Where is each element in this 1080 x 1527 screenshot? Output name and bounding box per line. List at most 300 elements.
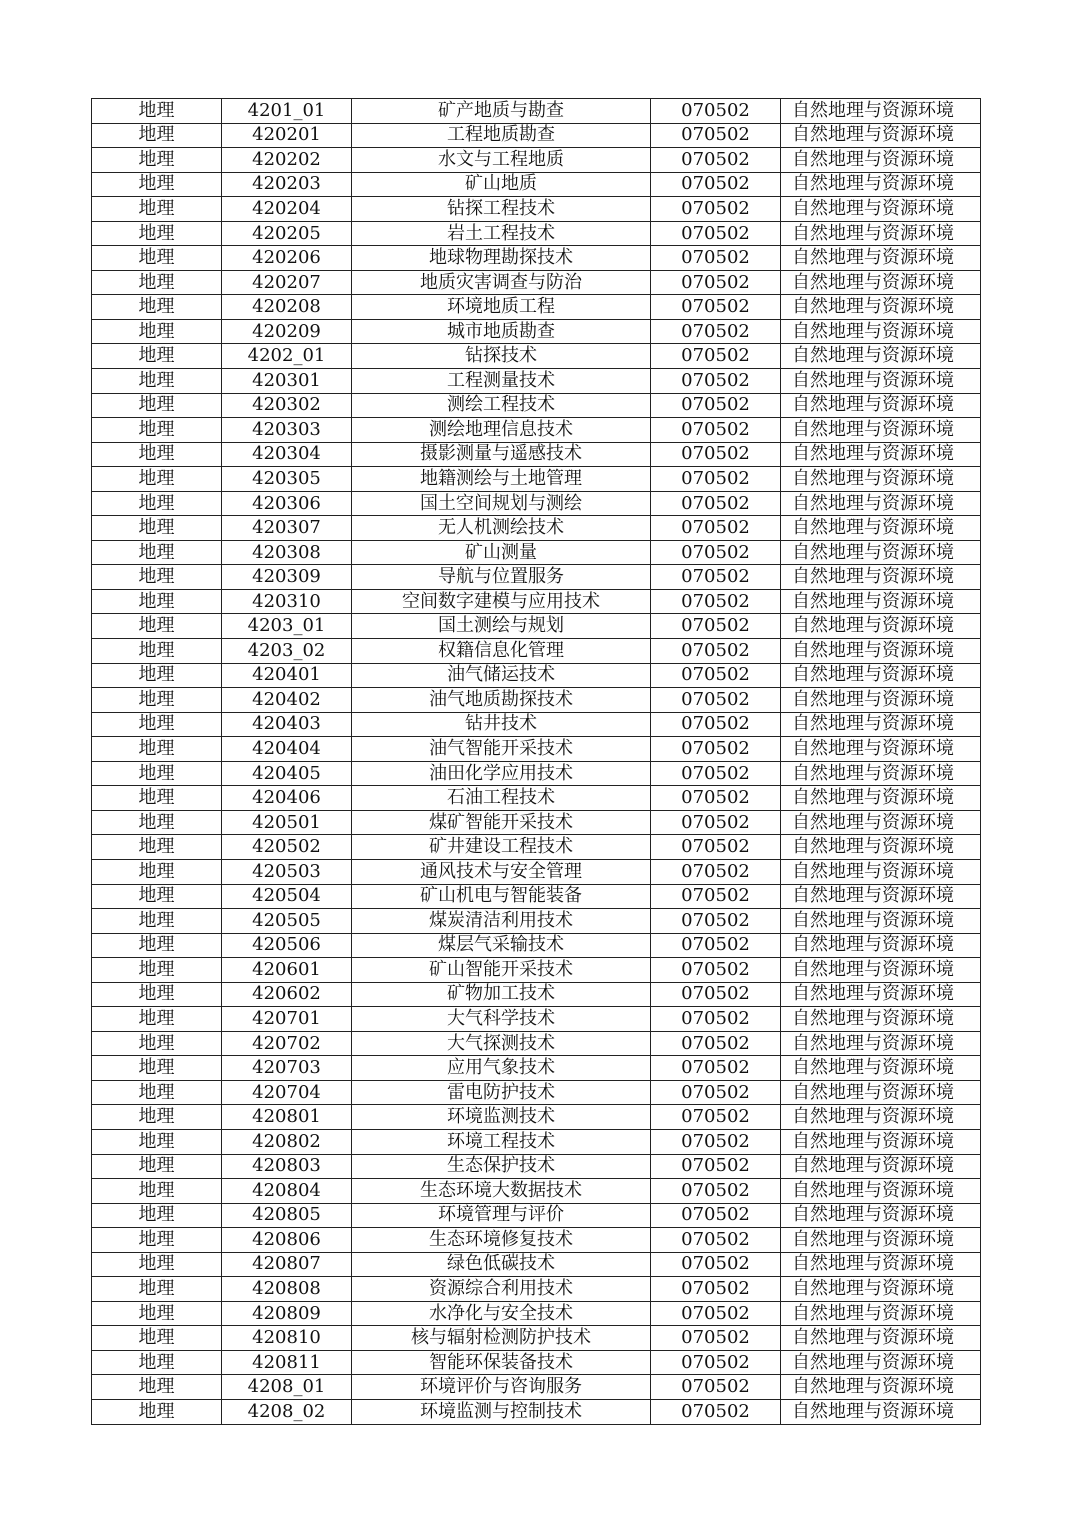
- subject-cell: 地理: [92, 1154, 222, 1179]
- discipline-name-cell: 自然地理与资源环境: [781, 982, 981, 1007]
- major-code-cell: 420702: [222, 1031, 352, 1056]
- major-code-cell: 420808: [222, 1277, 352, 1302]
- table-row: [92, 982, 981, 1007]
- major-name-cell: 矿井建设工程技术: [352, 835, 651, 860]
- table-row: [92, 123, 981, 148]
- major-name-cell: 煤层气采输技术: [352, 933, 651, 958]
- major-code-cell: 420503: [222, 859, 352, 884]
- major-mapping-table: [91, 98, 981, 1425]
- discipline-code-cell: 070502: [651, 516, 781, 541]
- table-row: [92, 1350, 981, 1375]
- discipline-code-cell: 070502: [651, 1129, 781, 1154]
- major-code-cell: 4201_01: [222, 99, 352, 124]
- discipline-code-cell: 070502: [651, 148, 781, 173]
- major-code-cell: 420809: [222, 1301, 352, 1326]
- subject-cell: 地理: [92, 344, 222, 369]
- discipline-code-cell: 070502: [651, 1228, 781, 1253]
- major-name-cell: 大气探测技术: [352, 1031, 651, 1056]
- subject-cell: 地理: [92, 639, 222, 664]
- table-row: [92, 614, 981, 639]
- discipline-code-cell: 070502: [651, 393, 781, 418]
- major-name-cell: 地质灾害调查与防治: [352, 270, 651, 295]
- discipline-name-cell: 自然地理与资源环境: [781, 270, 981, 295]
- table-row: [92, 1056, 981, 1081]
- major-name-cell: 钻探技术: [352, 344, 651, 369]
- discipline-name-cell: 自然地理与资源环境: [781, 491, 981, 516]
- table-row: [92, 1399, 981, 1424]
- major-name-cell: 环境评价与咨询服务: [352, 1375, 651, 1400]
- discipline-name-cell: 自然地理与资源环境: [781, 1252, 981, 1277]
- major-code-cell: 420308: [222, 540, 352, 565]
- discipline-name-cell: 自然地理与资源环境: [781, 1179, 981, 1204]
- table-row: [92, 516, 981, 541]
- subject-cell: 地理: [92, 1031, 222, 1056]
- table-row: [92, 467, 981, 492]
- major-code-cell: 420302: [222, 393, 352, 418]
- subject-cell: 地理: [92, 810, 222, 835]
- discipline-name-cell: 自然地理与资源环境: [781, 1105, 981, 1130]
- table-row: [92, 663, 981, 688]
- discipline-name-cell: 自然地理与资源环境: [781, 909, 981, 934]
- table-row: [92, 344, 981, 369]
- table-row: [92, 810, 981, 835]
- major-code-cell: 420306: [222, 491, 352, 516]
- subject-cell: 地理: [92, 688, 222, 713]
- discipline-name-cell: 自然地理与资源环境: [781, 197, 981, 222]
- discipline-code-cell: 070502: [651, 172, 781, 197]
- major-name-cell: 矿物加工技术: [352, 982, 651, 1007]
- major-name-cell: 国土空间规划与测绘: [352, 491, 651, 516]
- discipline-code-cell: 070502: [651, 1375, 781, 1400]
- table-row: [92, 835, 981, 860]
- major-name-cell: 环境管理与评价: [352, 1203, 651, 1228]
- subject-cell: 地理: [92, 369, 222, 394]
- discipline-name-cell: 自然地理与资源环境: [781, 172, 981, 197]
- table-row: [92, 688, 981, 713]
- table-row: [92, 1252, 981, 1277]
- major-name-cell: 矿山机电与智能装备: [352, 884, 651, 909]
- major-code-cell: 4202_01: [222, 344, 352, 369]
- major-name-cell: 工程测量技术: [352, 369, 651, 394]
- discipline-code-cell: 070502: [651, 491, 781, 516]
- discipline-code-cell: 070502: [651, 540, 781, 565]
- subject-cell: 地理: [92, 270, 222, 295]
- major-code-cell: 4203_01: [222, 614, 352, 639]
- subject-cell: 地理: [92, 467, 222, 492]
- discipline-code-cell: 070502: [651, 688, 781, 713]
- discipline-name-cell: 自然地理与资源环境: [781, 418, 981, 443]
- major-name-cell: 核与辐射检测防护技术: [352, 1326, 651, 1351]
- discipline-name-cell: 自然地理与资源环境: [781, 99, 981, 124]
- discipline-name-cell: 自然地理与资源环境: [781, 712, 981, 737]
- table-row: [92, 958, 981, 983]
- discipline-name-cell: 自然地理与资源环境: [781, 688, 981, 713]
- major-name-cell: 生态环境修复技术: [352, 1228, 651, 1253]
- discipline-name-cell: 自然地理与资源环境: [781, 737, 981, 762]
- major-name-cell: 水文与工程地质: [352, 148, 651, 173]
- major-name-cell: 城市地质勘查: [352, 319, 651, 344]
- discipline-code-cell: 070502: [651, 639, 781, 664]
- major-code-cell: 420506: [222, 933, 352, 958]
- subject-cell: 地理: [92, 99, 222, 124]
- discipline-code-cell: 070502: [651, 1080, 781, 1105]
- subject-cell: 地理: [92, 1375, 222, 1400]
- discipline-code-cell: 070502: [651, 663, 781, 688]
- subject-cell: 地理: [92, 123, 222, 148]
- major-code-cell: 420404: [222, 737, 352, 762]
- subject-cell: 地理: [92, 663, 222, 688]
- major-name-cell: 雷电防护技术: [352, 1080, 651, 1105]
- table-row: [92, 565, 981, 590]
- major-name-cell: 工程地质勘查: [352, 123, 651, 148]
- discipline-name-cell: 自然地理与资源环境: [781, 1007, 981, 1032]
- subject-cell: 地理: [92, 1105, 222, 1130]
- subject-cell: 地理: [92, 1080, 222, 1105]
- discipline-code-cell: 070502: [651, 884, 781, 909]
- major-code-cell: 420807: [222, 1252, 352, 1277]
- discipline-name-cell: 自然地理与资源环境: [781, 786, 981, 811]
- discipline-code-cell: 070502: [651, 221, 781, 246]
- subject-cell: 地理: [92, 1203, 222, 1228]
- major-code-cell: 420307: [222, 516, 352, 541]
- discipline-code-cell: 070502: [651, 859, 781, 884]
- discipline-name-cell: 自然地理与资源环境: [781, 614, 981, 639]
- discipline-name-cell: 自然地理与资源环境: [781, 958, 981, 983]
- major-name-cell: 油田化学应用技术: [352, 761, 651, 786]
- table-row: [92, 859, 981, 884]
- table-row: [92, 246, 981, 271]
- discipline-name-cell: 自然地理与资源环境: [781, 221, 981, 246]
- major-code-cell: 420204: [222, 197, 352, 222]
- subject-cell: 地理: [92, 1326, 222, 1351]
- major-name-cell: 环境地质工程: [352, 295, 651, 320]
- discipline-name-cell: 自然地理与资源环境: [781, 344, 981, 369]
- discipline-name-cell: 自然地理与资源环境: [781, 835, 981, 860]
- discipline-code-cell: 070502: [651, 958, 781, 983]
- discipline-code-cell: 070502: [651, 737, 781, 762]
- table-row: [92, 418, 981, 443]
- major-name-cell: 生态保护技术: [352, 1154, 651, 1179]
- table-row: [92, 1179, 981, 1204]
- table-row: [92, 737, 981, 762]
- discipline-code-cell: 070502: [651, 418, 781, 443]
- discipline-code-cell: 070502: [651, 933, 781, 958]
- discipline-code-cell: 070502: [651, 1252, 781, 1277]
- major-code-cell: 420406: [222, 786, 352, 811]
- major-name-cell: 岩土工程技术: [352, 221, 651, 246]
- discipline-name-cell: 自然地理与资源环境: [781, 933, 981, 958]
- discipline-code-cell: 070502: [651, 1350, 781, 1375]
- subject-cell: 地理: [92, 737, 222, 762]
- discipline-code-cell: 070502: [651, 1056, 781, 1081]
- table-row: [92, 319, 981, 344]
- subject-cell: 地理: [92, 982, 222, 1007]
- major-name-cell: 矿山智能开采技术: [352, 958, 651, 983]
- discipline-name-cell: 自然地理与资源环境: [781, 663, 981, 688]
- major-code-cell: 420304: [222, 442, 352, 467]
- subject-cell: 地理: [92, 148, 222, 173]
- table-body: [92, 99, 981, 1425]
- major-code-cell: 420806: [222, 1228, 352, 1253]
- discipline-name-cell: 自然地理与资源环境: [781, 1350, 981, 1375]
- discipline-name-cell: 自然地理与资源环境: [781, 467, 981, 492]
- subject-cell: 地理: [92, 614, 222, 639]
- table-row: [92, 1031, 981, 1056]
- discipline-code-cell: 070502: [651, 565, 781, 590]
- major-name-cell: 矿产地质与勘查: [352, 99, 651, 124]
- major-name-cell: 导航与位置服务: [352, 565, 651, 590]
- discipline-name-cell: 自然地理与资源环境: [781, 148, 981, 173]
- table-row: [92, 1154, 981, 1179]
- discipline-code-cell: 070502: [651, 909, 781, 934]
- table-row: [92, 639, 981, 664]
- discipline-code-cell: 070502: [651, 1007, 781, 1032]
- major-name-cell: 煤炭清洁利用技术: [352, 909, 651, 934]
- major-code-cell: 420502: [222, 835, 352, 860]
- table-row: [92, 295, 981, 320]
- major-code-cell: 420209: [222, 319, 352, 344]
- major-code-cell: 4208_02: [222, 1399, 352, 1424]
- major-code-cell: 420402: [222, 688, 352, 713]
- table-row: [92, 1228, 981, 1253]
- subject-cell: 地理: [92, 1007, 222, 1032]
- table-row: [92, 172, 981, 197]
- discipline-name-cell: 自然地理与资源环境: [781, 589, 981, 614]
- major-name-cell: 通风技术与安全管理: [352, 859, 651, 884]
- discipline-code-cell: 070502: [651, 99, 781, 124]
- subject-cell: 地理: [92, 221, 222, 246]
- major-name-cell: 地球物理勘探技术: [352, 246, 651, 271]
- subject-cell: 地理: [92, 516, 222, 541]
- table-row: [92, 786, 981, 811]
- discipline-name-cell: 自然地理与资源环境: [781, 1056, 981, 1081]
- table-row: [92, 1277, 981, 1302]
- major-name-cell: 大气科学技术: [352, 1007, 651, 1032]
- table-row: [92, 442, 981, 467]
- discipline-code-cell: 070502: [651, 1154, 781, 1179]
- discipline-code-cell: 070502: [651, 344, 781, 369]
- discipline-name-cell: 自然地理与资源环境: [781, 1129, 981, 1154]
- major-code-cell: 420208: [222, 295, 352, 320]
- major-code-cell: 420801: [222, 1105, 352, 1130]
- major-code-cell: 420504: [222, 884, 352, 909]
- major-name-cell: 摄影测量与遥感技术: [352, 442, 651, 467]
- major-code-cell: 420803: [222, 1154, 352, 1179]
- discipline-code-cell: 070502: [651, 319, 781, 344]
- table-row: [92, 1007, 981, 1032]
- subject-cell: 地理: [92, 418, 222, 443]
- major-name-cell: 油气地质勘探技术: [352, 688, 651, 713]
- discipline-code-cell: 070502: [651, 467, 781, 492]
- major-code-cell: 4203_02: [222, 639, 352, 664]
- table-row: [92, 909, 981, 934]
- major-code-cell: 420405: [222, 761, 352, 786]
- major-code-cell: 420203: [222, 172, 352, 197]
- major-code-cell: 420309: [222, 565, 352, 590]
- major-name-cell: 油气储运技术: [352, 663, 651, 688]
- discipline-name-cell: 自然地理与资源环境: [781, 1228, 981, 1253]
- major-code-cell: 420505: [222, 909, 352, 934]
- subject-cell: 地理: [92, 884, 222, 909]
- discipline-code-cell: 070502: [651, 712, 781, 737]
- subject-cell: 地理: [92, 786, 222, 811]
- discipline-name-cell: 自然地理与资源环境: [781, 810, 981, 835]
- table-row: [92, 933, 981, 958]
- subject-cell: 地理: [92, 1252, 222, 1277]
- table-row: [92, 393, 981, 418]
- major-code-cell: 420205: [222, 221, 352, 246]
- discipline-code-cell: 070502: [651, 786, 781, 811]
- table-row: [92, 221, 981, 246]
- major-name-cell: 资源综合利用技术: [352, 1277, 651, 1302]
- table-row: [92, 712, 981, 737]
- major-code-cell: 4208_01: [222, 1375, 352, 1400]
- major-code-cell: 420704: [222, 1080, 352, 1105]
- discipline-name-cell: 自然地理与资源环境: [781, 1154, 981, 1179]
- major-name-cell: 环境工程技术: [352, 1129, 651, 1154]
- table-row: [92, 148, 981, 173]
- subject-cell: 地理: [92, 393, 222, 418]
- discipline-code-cell: 070502: [651, 1105, 781, 1130]
- subject-cell: 地理: [92, 565, 222, 590]
- discipline-name-cell: 自然地理与资源环境: [781, 1326, 981, 1351]
- discipline-name-cell: 自然地理与资源环境: [781, 540, 981, 565]
- major-code-cell: 420805: [222, 1203, 352, 1228]
- subject-cell: 地理: [92, 958, 222, 983]
- major-name-cell: 环境监测与控制技术: [352, 1399, 651, 1424]
- subject-cell: 地理: [92, 1277, 222, 1302]
- discipline-name-cell: 自然地理与资源环境: [781, 1301, 981, 1326]
- major-name-cell: 智能环保装备技术: [352, 1350, 651, 1375]
- major-name-cell: 地籍测绘与土地管理: [352, 467, 651, 492]
- subject-cell: 地理: [92, 172, 222, 197]
- discipline-code-cell: 070502: [651, 1179, 781, 1204]
- major-name-cell: 油气智能开采技术: [352, 737, 651, 762]
- subject-cell: 地理: [92, 1399, 222, 1424]
- major-name-cell: 矿山地质: [352, 172, 651, 197]
- major-code-cell: 420206: [222, 246, 352, 271]
- subject-cell: 地理: [92, 197, 222, 222]
- table-row: [92, 1375, 981, 1400]
- major-code-cell: 420301: [222, 369, 352, 394]
- table-row: [92, 1129, 981, 1154]
- table-row: [92, 369, 981, 394]
- subject-cell: 地理: [92, 712, 222, 737]
- subject-cell: 地理: [92, 1056, 222, 1081]
- major-code-cell: 420601: [222, 958, 352, 983]
- major-code-cell: 420403: [222, 712, 352, 737]
- discipline-code-cell: 070502: [651, 369, 781, 394]
- discipline-name-cell: 自然地理与资源环境: [781, 1399, 981, 1424]
- table-row: [92, 99, 981, 124]
- discipline-code-cell: 070502: [651, 246, 781, 271]
- major-code-cell: 420703: [222, 1056, 352, 1081]
- subject-cell: 地理: [92, 1301, 222, 1326]
- discipline-code-cell: 070502: [651, 197, 781, 222]
- major-code-cell: 420810: [222, 1326, 352, 1351]
- discipline-name-cell: 自然地理与资源环境: [781, 761, 981, 786]
- major-code-cell: 420303: [222, 418, 352, 443]
- discipline-name-cell: 自然地理与资源环境: [781, 246, 981, 271]
- major-name-cell: 环境监测技术: [352, 1105, 651, 1130]
- discipline-name-cell: 自然地理与资源环境: [781, 1031, 981, 1056]
- table-row: [92, 491, 981, 516]
- discipline-code-cell: 070502: [651, 1301, 781, 1326]
- discipline-name-cell: 自然地理与资源环境: [781, 565, 981, 590]
- major-code-cell: 420811: [222, 1350, 352, 1375]
- table-row: [92, 1080, 981, 1105]
- discipline-name-cell: 自然地理与资源环境: [781, 319, 981, 344]
- discipline-code-cell: 070502: [651, 835, 781, 860]
- major-name-cell: 钻探工程技术: [352, 197, 651, 222]
- subject-cell: 地理: [92, 246, 222, 271]
- subject-cell: 地理: [92, 491, 222, 516]
- major-name-cell: 钻井技术: [352, 712, 651, 737]
- major-code-cell: 420310: [222, 589, 352, 614]
- discipline-code-cell: 070502: [651, 1277, 781, 1302]
- major-name-cell: 无人机测绘技术: [352, 516, 651, 541]
- major-code-cell: 420501: [222, 810, 352, 835]
- major-code-cell: 420802: [222, 1129, 352, 1154]
- major-code-cell: 420804: [222, 1179, 352, 1204]
- major-code-cell: 420602: [222, 982, 352, 1007]
- discipline-name-cell: 自然地理与资源环境: [781, 859, 981, 884]
- major-code-cell: 420201: [222, 123, 352, 148]
- subject-cell: 地理: [92, 295, 222, 320]
- table-row: [92, 589, 981, 614]
- major-code-cell: 420207: [222, 270, 352, 295]
- major-name-cell: 测绘工程技术: [352, 393, 651, 418]
- table-row: [92, 1105, 981, 1130]
- discipline-name-cell: 自然地理与资源环境: [781, 369, 981, 394]
- discipline-name-cell: 自然地理与资源环境: [781, 442, 981, 467]
- major-name-cell: 测绘地理信息技术: [352, 418, 651, 443]
- subject-cell: 地理: [92, 835, 222, 860]
- discipline-code-cell: 070502: [651, 614, 781, 639]
- discipline-code-cell: 070502: [651, 810, 781, 835]
- subject-cell: 地理: [92, 540, 222, 565]
- table-row: [92, 1326, 981, 1351]
- discipline-code-cell: 070502: [651, 1203, 781, 1228]
- subject-cell: 地理: [92, 1228, 222, 1253]
- major-name-cell: 权籍信息化管理: [352, 639, 651, 664]
- table-row: [92, 1301, 981, 1326]
- table-row: [92, 197, 981, 222]
- major-name-cell: 石油工程技术: [352, 786, 651, 811]
- subject-cell: 地理: [92, 1129, 222, 1154]
- discipline-code-cell: 070502: [651, 123, 781, 148]
- discipline-name-cell: 自然地理与资源环境: [781, 516, 981, 541]
- major-name-cell: 煤矿智能开采技术: [352, 810, 651, 835]
- major-code-cell: 420305: [222, 467, 352, 492]
- discipline-name-cell: 自然地理与资源环境: [781, 1375, 981, 1400]
- major-name-cell: 应用气象技术: [352, 1056, 651, 1081]
- subject-cell: 地理: [92, 1350, 222, 1375]
- subject-cell: 地理: [92, 933, 222, 958]
- discipline-name-cell: 自然地理与资源环境: [781, 123, 981, 148]
- subject-cell: 地理: [92, 1179, 222, 1204]
- major-name-cell: 绿色低碳技术: [352, 1252, 651, 1277]
- discipline-name-cell: 自然地理与资源环境: [781, 1277, 981, 1302]
- discipline-code-cell: 070502: [651, 589, 781, 614]
- subject-cell: 地理: [92, 319, 222, 344]
- discipline-name-cell: 自然地理与资源环境: [781, 884, 981, 909]
- discipline-name-cell: 自然地理与资源环境: [781, 1203, 981, 1228]
- major-name-cell: 水净化与安全技术: [352, 1301, 651, 1326]
- subject-cell: 地理: [92, 859, 222, 884]
- discipline-code-cell: 070502: [651, 270, 781, 295]
- discipline-code-cell: 070502: [651, 982, 781, 1007]
